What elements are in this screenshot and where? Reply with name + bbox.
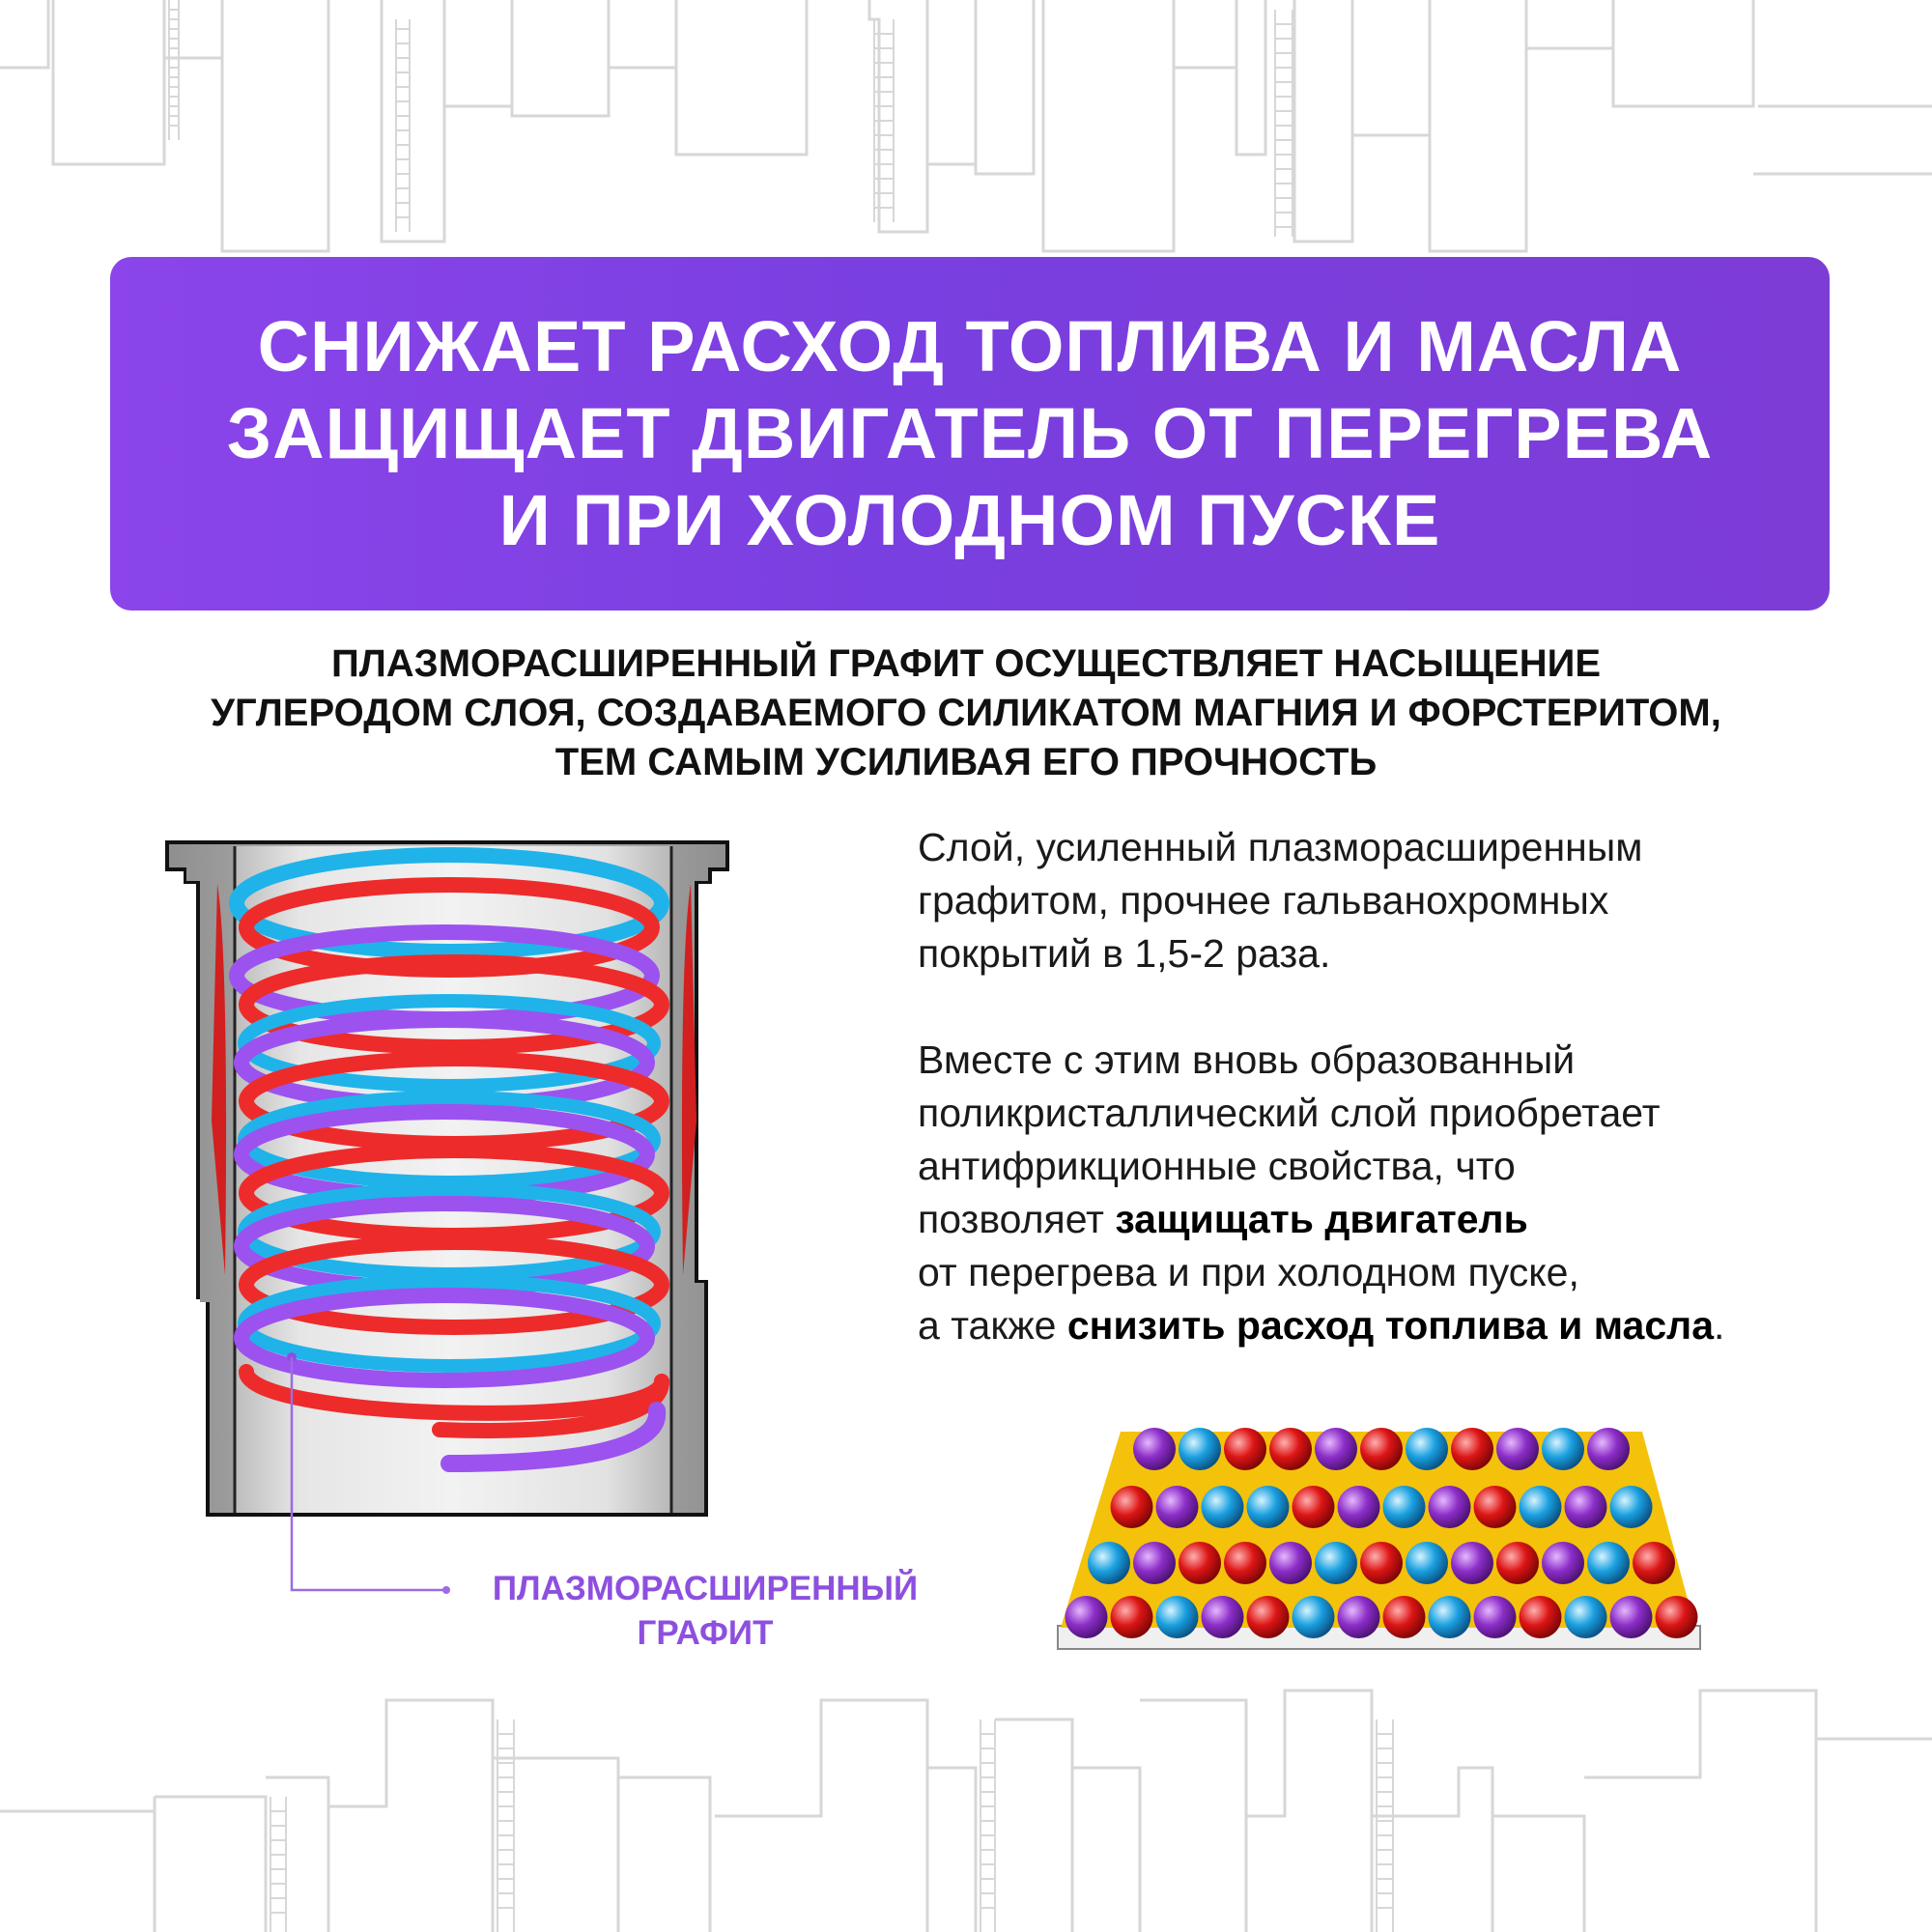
graphite-label	[464, 1567, 947, 1656]
atom-purple	[1315, 1428, 1357, 1470]
paragraph-1	[918, 821, 1884, 980]
headline-banner	[110, 257, 1830, 611]
atom-red	[1269, 1428, 1312, 1470]
atom-purple	[1451, 1542, 1493, 1584]
subtitle-line-2: УГЛЕРОДОМ СЛОЯ, СОЗДАВАЕМОГО СИЛИКАТОМ МАГНИЯ И ФОРСТЕРИТОМ,	[211, 692, 1721, 734]
atom-red	[1656, 1596, 1698, 1638]
paragraph-2-line-6: а также	[918, 1303, 1067, 1348]
paragraph-2	[918, 1034, 1884, 1352]
paragraph-2-line-2: поликристаллический слой приобретает	[918, 1091, 1661, 1135]
atom-red	[1451, 1428, 1493, 1470]
atom-blue	[1429, 1596, 1471, 1638]
atom-red	[1293, 1486, 1335, 1528]
atom-purple	[1587, 1428, 1630, 1470]
atom-blue	[1542, 1428, 1584, 1470]
paragraph-1-line-1: Слой, усиленный плазморасширенным	[918, 825, 1643, 869]
atom-red	[1179, 1542, 1221, 1584]
paragraph-2-line-5: от перегрева и при холодном пуске,	[918, 1250, 1579, 1294]
atom-red	[1496, 1542, 1539, 1584]
atom-blue	[1156, 1596, 1199, 1638]
paragraph-2-line-3: антифрикционные свойства, что	[918, 1144, 1516, 1188]
atom-blue	[1565, 1596, 1607, 1638]
atom-purple	[1269, 1542, 1312, 1584]
atom-blue	[1383, 1486, 1426, 1528]
lattice-base-plate	[1058, 1626, 1700, 1649]
atom-blue	[1315, 1542, 1357, 1584]
atom-red	[1224, 1428, 1266, 1470]
atom-red	[1224, 1542, 1266, 1584]
headline-line-3: И ПРИ ХОЛОДНОМ ПУСКЕ	[498, 480, 1441, 560]
atom-red	[1111, 1486, 1153, 1528]
paragraph-2-line-1: Вместе с этим вновь образованный	[918, 1037, 1576, 1082]
headline-line-1: СНИЖАЕТ РАСХОД ТОПЛИВА И МАСЛА	[257, 306, 1683, 386]
atom-blue	[1179, 1428, 1221, 1470]
atom-purple	[1202, 1596, 1244, 1638]
atom-purple	[1338, 1486, 1380, 1528]
atom-purple	[1542, 1542, 1584, 1584]
atom-purple	[1133, 1428, 1176, 1470]
subtitle-line-1: ПЛАЗМОРАСШИРЕННЫЙ ГРАФИТ ОСУЩЕСТВЛЯЕТ НАСЫЩЕНИЕ	[330, 642, 1602, 685]
atom-blue	[1406, 1542, 1448, 1584]
atom-red	[1633, 1542, 1675, 1584]
atom-purple	[1133, 1542, 1176, 1584]
atom-blue	[1610, 1486, 1653, 1528]
atom-purple	[1429, 1486, 1471, 1528]
atom-lattice-illustration	[1053, 1410, 1710, 1662]
headline-line-2: ЗАЩИЩАЕТ ДВИГАТЕЛЬ ОТ ПЕРЕГРЕВА	[226, 393, 1714, 473]
atom-blue	[1247, 1486, 1290, 1528]
atom-blue	[1088, 1542, 1130, 1584]
graphite-label-line-2: ГРАФИТ	[637, 1614, 774, 1652]
atom-blue	[1587, 1542, 1630, 1584]
atom-purple	[1156, 1486, 1199, 1528]
atom-red	[1247, 1596, 1290, 1638]
atom-blue	[1293, 1596, 1335, 1638]
paragraph-1-line-2: графитом, прочнее гальванохромных	[918, 878, 1609, 923]
atom-purple	[1474, 1596, 1517, 1638]
atom-red	[1360, 1428, 1403, 1470]
atom-red	[1111, 1596, 1153, 1638]
graphite-leader-line	[280, 1352, 464, 1604]
atom-red	[1360, 1542, 1403, 1584]
atom-purple	[1496, 1428, 1539, 1470]
graphite-label-line-1: ПЛАЗМОРАСШИРЕННЫЙ	[492, 1570, 919, 1607]
paragraph-2-line-6-bold: снизить расход топлива и масла	[1066, 1303, 1715, 1348]
description-text	[918, 821, 1884, 1406]
atom-purple	[1338, 1596, 1380, 1638]
atom-blue	[1406, 1428, 1448, 1470]
atom-purple	[1065, 1596, 1108, 1638]
atom-red	[1520, 1596, 1562, 1638]
atom-purple	[1565, 1486, 1607, 1528]
paragraph-2-line-6-end: .	[1714, 1303, 1725, 1348]
atom-red	[1383, 1596, 1426, 1638]
paragraph-2-line-4-bold: защищать двигатель	[1115, 1197, 1528, 1241]
paragraph-2-line-4: позволяет	[918, 1197, 1116, 1241]
atom-purple	[1610, 1596, 1653, 1638]
atom-blue	[1202, 1486, 1244, 1528]
atom-blue	[1520, 1486, 1562, 1528]
atom-red	[1474, 1486, 1517, 1528]
paragraph-1-line-3: покрытий в 1,5-2 раза.	[918, 931, 1331, 976]
subtitle	[97, 639, 1835, 787]
subtitle-line-3: ТЕМ САМЫМ УСИЛИВАЯ ЕГО ПРОЧНОСТЬ	[554, 741, 1378, 783]
